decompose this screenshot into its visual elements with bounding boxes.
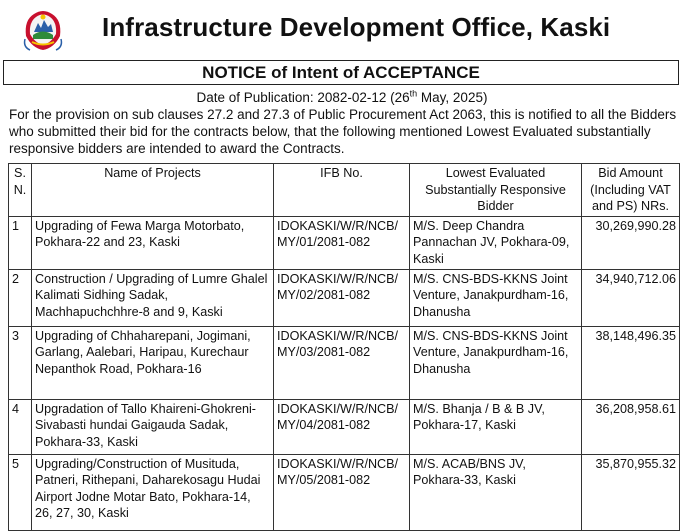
table-header-row — [9, 164, 680, 217]
row-sn: 4 — [9, 399, 32, 454]
publication-date-prefix: Date of Publication: 2082-02-12 (26 — [196, 90, 410, 105]
row-project-name: Upgrading of Chhaharepani, Jogimani, Garlang, Aalebari, Haripau, Kurechaur Nepanthok Road, Pokhara-16 — [32, 326, 274, 399]
table-row — [9, 454, 680, 530]
row-ifb-number: IDOKASKI/W/R/NCB/ MY/05/2081-082 — [274, 454, 410, 530]
row-ifb-number: IDOKASKI/W/R/NCB/ MY/01/2081-082 — [274, 216, 410, 269]
row-sn: 5 — [9, 454, 32, 530]
header-ifb: IFB No. — [274, 164, 410, 217]
row-ifb-number: IDOKASKI/W/R/NCB/ MY/02/2081-082 — [274, 269, 410, 326]
row-project-name: Upgrading/Construction of Musituda, Patneri, Rithepani, Daharekosagu Hudai Airport Jodne Motar Bato, Pokhara-14, 26, 27, 30, Kaski — [32, 454, 274, 530]
publication-date-suffix: May, 2025) — [417, 90, 488, 105]
header-amount: Bid Amount (Including VAT and PS) NRs. — [582, 164, 680, 217]
row-sn: 1 — [9, 216, 32, 269]
table-row — [9, 216, 680, 269]
row-bidder: M/S. Deep Chandra Pannachan JV, Pokhara-09, Kaski — [410, 216, 582, 269]
table-row — [9, 326, 680, 399]
row-sn: 2 — [9, 269, 32, 326]
header-sn: S. N. — [9, 164, 32, 217]
row-bid-amount: 36,208,958.61 — [582, 399, 680, 454]
table-row — [9, 399, 680, 454]
row-project-name: Upgrading of Fewa Marga Motorbato, Pokhara-22 and 23, Kaski — [32, 216, 274, 269]
row-ifb-number: IDOKASKI/W/R/NCB/ MY/03/2081-082 — [274, 326, 410, 399]
nepal-emblem-icon — [22, 6, 64, 52]
row-bid-amount: 30,269,990.28 — [582, 216, 680, 269]
publication-date — [0, 89, 684, 106]
notice-title: NOTICE of Intent of ACCEPTANCE — [3, 60, 679, 85]
publication-date-superscript: th — [409, 88, 418, 99]
row-bidder: M/S. CNS-BDS-KKNS Joint Venture, Janakpurdham-16, Dhanusha — [410, 269, 582, 326]
intro-paragraph: For the provision on sub clauses 27.2 and 27.3 of Public Procurement Act 2063, this is notified to all the Bidders who submitted their bid for the contracts below, that the following mentioned Lowest Evaluated substantially responsive bidders are intended to award the Contracts. — [9, 107, 677, 156]
row-bid-amount: 38,148,496.35 — [582, 326, 680, 399]
header-bidder: Lowest Evaluated Substantially Responsive Bidder — [410, 164, 582, 217]
document-header — [0, 0, 684, 60]
office-title: Infrastructure Development Office, Kaski — [102, 12, 611, 42]
row-ifb-number: IDOKASKI/W/R/NCB/ MY/04/2081-082 — [274, 399, 410, 454]
table-row — [9, 269, 680, 326]
header-project: Name of Projects — [32, 164, 274, 217]
row-project-name: Construction / Upgrading of Lumre Ghalel Kalimati Sidhing Sadak, Machhapuchchhre-8 and 9, Kaski — [32, 269, 274, 326]
row-bidder: M/S. CNS-BDS-KKNS Joint Venture, Janakpurdham-16, Dhanusha — [410, 326, 582, 399]
row-bid-amount: 34,940,712.06 — [582, 269, 680, 326]
projects-table — [8, 163, 680, 531]
row-sn: 3 — [9, 326, 32, 399]
row-bid-amount: 35,870,955.32 — [582, 454, 680, 530]
row-bidder: M/S. Bhanja / B & B JV, Pokhara-17, Kaski — [410, 399, 582, 454]
row-project-name: Upgradation of Tallo Khaireni-Ghokreni-Sivabasti hundai Gaigauda Sadak, Pokhara-33, Kaski — [32, 399, 274, 454]
row-bidder: M/S. ACAB/BNS JV, Pokhara-33, Kaski — [410, 454, 582, 530]
